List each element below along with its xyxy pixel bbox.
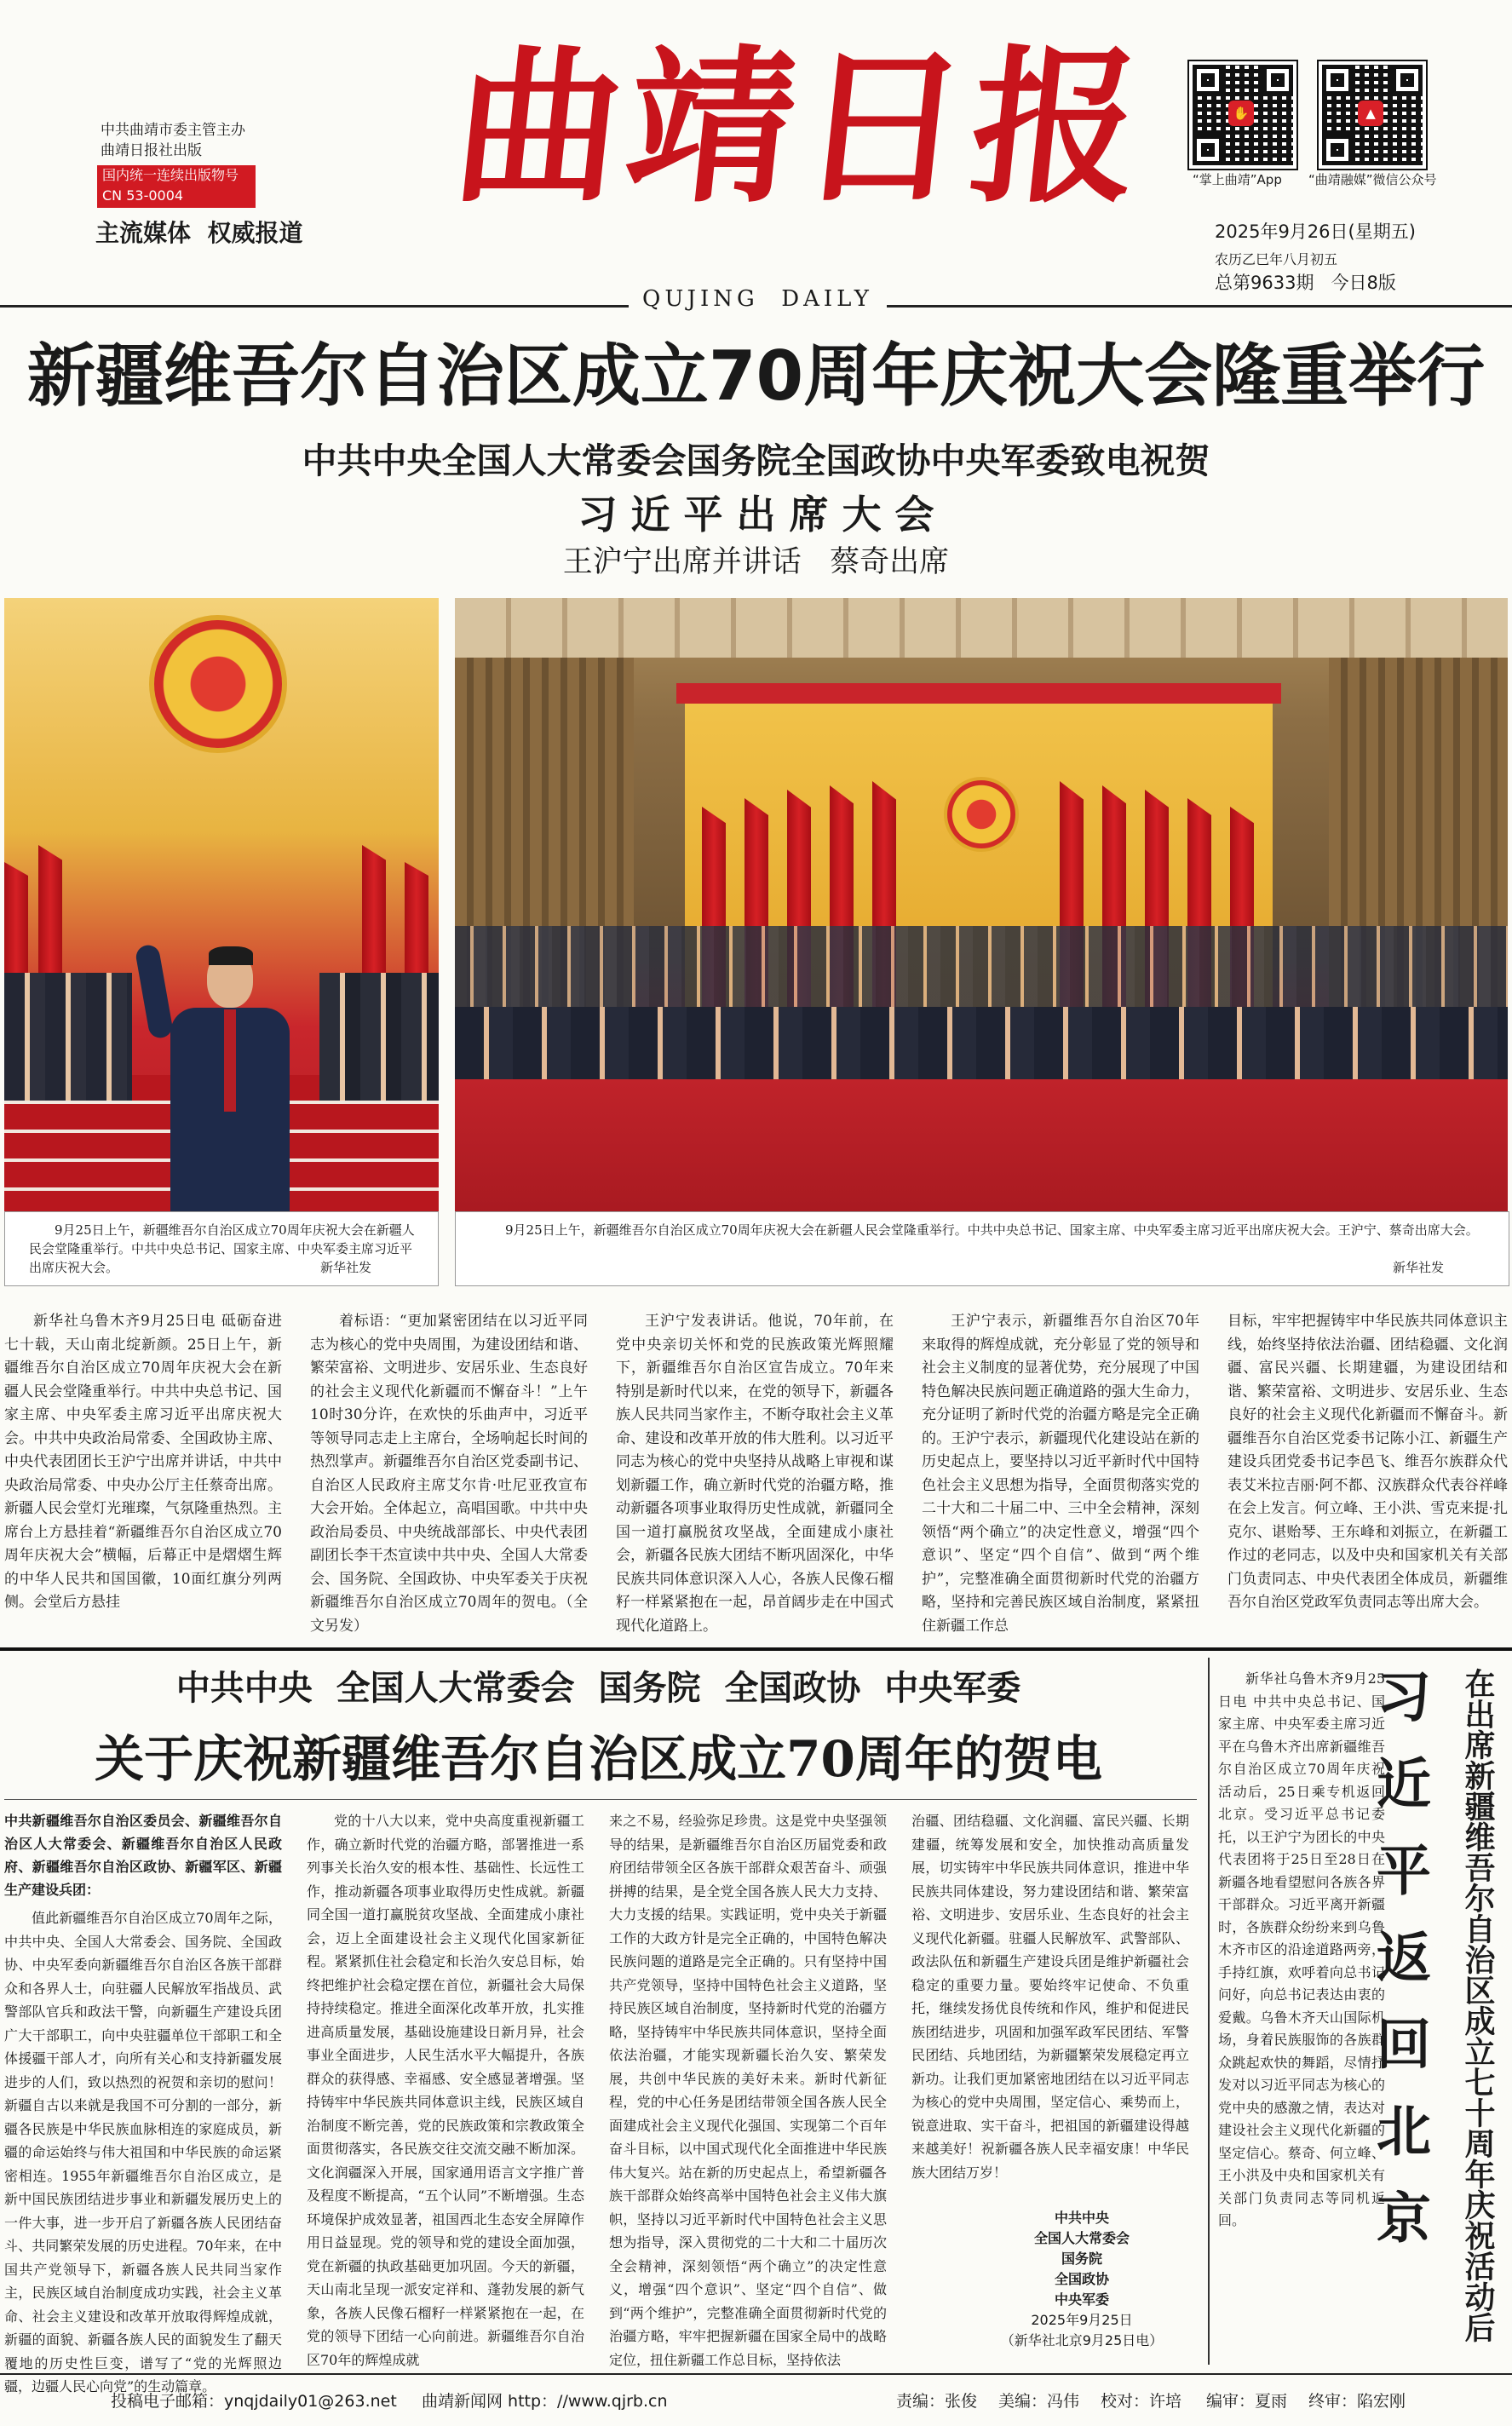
signature-npc: 全国人大常委会 [1033,2230,1130,2246]
masthead [0,0,1512,317]
footer-website[interactable]: 曲靖新闻网 http：//www.qjrb.cn [422,2392,668,2411]
lead-text-4: 王沪宁表示，新疆维吾尔自治区70年来取得的辉煌成就，充分彰显了党的领导和社会主义制度的显著优势，充分展现了中国特色解决民族问题正确道路的强大生命力，充分证明了新时代党的治疆方略是完全正确的。王沪宁表示，新疆现代化建设站在新的历史起点上，要坚持以习近平新时代中国特色社会主义思想为指导，全面贯彻落实党的二十大和二十届二中、三中全会精神，深刻领悟“两个确立”的决定性意义，增强“四个意识”、坚定“四个自信”、做到“两个维护”，完整准确全面贯彻新时代党的治疆方略，坚持和完善民族区域自治制度，紧紧扭住新疆工作总 [922,1313,1199,1635]
serial-line-1: 国内统一连续出版物号 [102,167,239,183]
footer-rule [0,2373,1512,2375]
signature-source: （新华社北京9月25日电） [1000,2332,1164,2348]
telegram-senders: 中共中央 全国人大常委会 国务院 全国政协 中央军委 [175,1669,1021,1708]
photo-crowd-left [4,973,132,1101]
wechat-logo-icon: ▲ [1358,101,1383,126]
slogan: 主流媒体 权威报道 [95,219,303,247]
telegram-column-1 [4,1906,282,2394]
telegram-headline: 关于庆祝新疆维吾尔自治区成立70周年的贺电 [95,1730,1102,1788]
photo-xi-waving [4,598,439,1211]
telegram-text-2: 党的十八大以来，党中央高度重视新疆工作，确立新时代党的治疆方略，部署推进一系列事关长治久安的根本性、基础性、长远性工作，推动新疆各项事业取得历史性成就。新疆同全国一道打赢脱贫攻坚战、全面建成小康社会，迈上全面建设社会主义现代化国家新征程。紧紧抓住社会稳定和长治久安总目标，始终把维护社会稳定摆在首位，新疆社会大局保持持续稳定。推进全面深化改革开放，扎实推进高质量发展，基础设施建设日新月异，社会事业全面进步，人民生活水平大幅提升，各族群众的获得感、幸福感、安全感显著增强。坚持铸牢中华民族共同体意识主线，民族区域自治制度不断完善，党的民族政策和宗教政策全面贯彻落实，各民族交往交流交融不断加深。文化润疆深入开展，国家通用语言文字推广普及程度不断提高，“五个认同”不断增强。生态环境保护成效显著，祖国西北生态安全屏障作用日益显现。党的领导和党的建设全面加强，党在新疆的执政基础更加巩固。今天的新疆，天山南北呈现一派安定祥和、蓬勃发展的新气象，各族人民像石榴籽一样紧紧抱在一起，在党的领导下团结一心向前进。新疆维吾尔自治区70年的辉煌成就 [307,1813,584,2368]
footer-reviewer: 编审：夏雨 [1206,2392,1288,2411]
signature-state-council: 国务院 [1061,2251,1102,2267]
hall-rear-rows [455,926,1508,1011]
side-story-subhead: 在出席新疆维吾尔自治区成立七十周年庆祝活动后 [1460,1668,1495,2343]
sponsor-line-1: 中共曲靖市委主管主办 [101,122,245,139]
qr-right-label: “曲靖融媒”微信公众号 [1308,172,1437,187]
photo-assembly-hall [455,598,1508,1211]
lead-column-1 [4,1310,282,1639]
lead-text-5: 目标，牢牢把握铸牢中华民族共同体意识主线，始终坚持依法治疆、团结稳疆、文化润疆、富民兴疆、长期建疆，为建设团结和谐、繁荣富裕、文明进步、安居乐业、生态良好的社会主义现代化新疆而不懈奋斗。新疆维吾尔自治区党委书记陈小江、新疆生产建设兵团党委书记李邑飞、维吾尔族群众代表艾米拉吉丽·阿不都、汉族群众代表谷祥峰在会上发言。何立峰、王小洪、雪克来提·扎克尔、谌贻琴、王东峰和刘振立，在新疆工作过的老同志，以及中央和国家机关有关部门负责同志、中央代表团全体成员，新疆维吾尔自治区党政军负责同志等出席大会。 [1227,1313,1508,1611]
telegram-rule [4,1799,1197,1800]
photo-xi-credit: 新华社发 [320,1260,372,1275]
side-story-text: 新华社乌鲁木齐9月25日电 中共中央总书记、国家主席、中央军委主席习近平在乌鲁木齐出席新疆维吾尔自治区成立70周年庆祝活动后，25日乘专机返回北京。受习近平总书记委托，以王沪宁为团长的中央代表团将于25日至28日在新疆各地看望慰问各族各界干部群众。习近平离开新疆时，各族群众纷纷来到乌鲁木齐市区的沿途道路两旁，手持红旗，欢呼着向总书记问好，向总书记表达由衷的爱戴。乌鲁木齐天山国际机场，身着民族服饰的各族群众跳起欢快的舞蹈，尽情抒发对以习近平同志为核心的党中央的感激之情，表达对建设社会主义现代化新疆的坚定信心。蔡奇、何立峰、王小洪及中央和国家机关有关部门负责同志等同机返回。 [1218,1670,1385,2228]
photo-xi-caption: 9月25日上午，新疆维吾尔自治区成立70周年庆祝大会在新疆人民会堂隆重举行。中共中央总书记、国家主席、中央军委主席习近平出席庆祝大会。 [29,1222,415,1275]
national-emblem-icon [149,615,287,753]
telegram-text-4: 治疆、团结稳疆、文化润疆、富民兴疆、长期建疆，统筹发展和安全，加快推动高质量发展，切实铸牢中华民族共同体意识，推进中华民族共同体建设，努力建设团结和谐、繁荣富裕、文明进步、安居乐业、生态良好的社会主义现代化新疆。驻疆人民解放军、武警部队、政法队伍和新疆生产建设兵团是维护新疆社会稳定的重要力量。要始终牢记使命、不负重托，继续发扬优良传统和作风，维护和促进民族团结进步，巩固和加强军政军民团结、军警民团结、兵地团结，为新疆繁荣发展稳定再立新功。让我们更加紧密地团结在以习近平同志为核心的党中央周围，坚定信心、乘势而上，锐意进取、实干奋斗，把祖国的新疆建设得越来越美好！祝新疆各族人民幸福安康！中华民族大团结万岁！ [911,1813,1189,2181]
footer-art-editor: 美编：冯伟 [998,2392,1080,2411]
newspaper-title: 曲靖日报 [445,30,1155,226]
photo-hall-caption: 9月25日上午，新疆维吾尔自治区成立70周年庆祝大会在新疆人民会堂隆重举行。中共中央总书记、国家主席、中央军委主席习近平出席庆祝大会。王沪宁、蔡奇出席大会。 [505,1222,1479,1238]
lead-subhead-3: 王沪宁出席并讲话 蔡奇出席 [562,545,950,579]
photo-crowd-right [319,973,439,1101]
signature-date: 2025年9月25日 [1031,2312,1133,2328]
telegram-column-3 [609,1809,887,2368]
hall-banner [676,683,1281,704]
sponsor-line-2: 曲靖日报社出版 [101,142,202,159]
lunar-date: 农历乙巳年八月初五 [1215,251,1338,267]
footer-email[interactable]: 投稿电子邮箱：ynqjdaily01@263.net [111,2392,397,2411]
lead-text-3: 王沪宁发表讲话。他说，70年前，在党中央亲切关怀和党的民族政策光辉照耀下，新疆维吾尔自治区宣告成立。70年来特别是新时代以来，在党的领导下，新疆各族人民共同当家作主，不断夺取社会主义革命、建设和改革开放的伟大胜利。以习近平同志为核心的党中央坚持从战略上审视和谋划新疆工作，确立新时代党的治疆方略，推动新疆各项事业取得历史性成就，新疆同全国一道打赢脱贫攻坚战，全面建成小康社会，新疆各民族大团结不断巩固深化，中华民族共同体意识深入人心，各族人民像石榴籽一样紧紧抱在一起，昂首阔步走在中国式现代化道路上。 [616,1313,894,1635]
lead-column-4 [922,1310,1199,1639]
side-story-headline: 习近平返回北京 [1367,1668,1430,2276]
qr-left-label: “掌上曲靖”App [1193,172,1282,187]
footer-editor: 责编：张俊 [896,2392,978,2411]
signature-cppcc: 全国政协 [1054,2271,1109,2287]
section-divider [0,1647,1512,1651]
photo-xi-caption-box [4,1211,439,1286]
telegram-addressee: 中共新疆维吾尔自治区委员会、新疆维吾尔自治区人大常委会、新疆维吾尔自治区人民政府、新疆维吾尔自治区政协、新疆军区、新疆生产建设兵团： [4,1813,282,1898]
issue-number: 总第9633期 今日8版 [1215,273,1396,293]
lead-column-3 [616,1310,894,1639]
side-divider [1208,1658,1210,2365]
lead-headline: 新疆维吾尔自治区成立70周年庆祝大会隆重举行 [26,336,1486,416]
hall-ceiling [455,598,1508,658]
signature-ccp: 中共中央 [1054,2210,1109,2226]
telegram-text-1: 值此新疆维吾尔自治区成立70周年之际，中共中央、全国人大常委会、国务院、全国政协、中央军委向新疆维吾尔自治区各族干部群众和各界人士，向驻疆人民解放军指战员、武警部队官兵和政法干警，向新疆生产建设兵团广大干部职工，向中央驻疆单位干部职工和全体援疆干部人才，向所有关心和支持新疆发展进步的人们，致以热烈的祝贺和亲切的慰问！新疆自古以来就是我国不可分割的一部分，新疆各民族是中华民族血脉相连的家庭成员，新疆的命运始终与伟大祖国和中华民族的命运紧密相连。1955年新疆维吾尔自治区成立，是新中国民族团结进步事业和新疆发展历史上的一件大事，进一步开启了新疆各族人民团结奋斗、共同繁荣发展的历史进程。70年来，在中国共产党领导下，新疆各族人民共同当家作主，民族区域自治制度成功实践，社会主义革命、社会主义建设和改革开放取得辉煌成就，新疆的面貌、新疆各族人民的面貌发生了翻天覆地的历史性巨变，谱写了“党的光辉照边疆，边疆人民心向党”的生动篇章。 [4,1910,282,2394]
footer-final-reviewer: 终审：陷宏刚 [1308,2392,1406,2411]
lead-subhead-1: 中共中央全国人大常委会国务院全国政协中央军委致电祝贺 [302,440,1210,481]
photo-hall-caption-box [455,1211,1509,1286]
hall-front-row [455,1007,1508,1079]
telegram-signatures [988,2208,1176,2351]
app-logo-icon: ✋ [1228,101,1254,126]
photo-hall-credit: 新华社发 [1393,1260,1445,1275]
telegram-column-2 [307,1809,584,2368]
serial-box [97,165,256,208]
telegram-text-3: 来之不易，经验弥足珍贵。这是党中央坚强领导的结果，是新疆维吾尔自治区历届党委和政府团结带领全区各族干部群众艰苦奋斗、顽强拼搏的结果，是全党全国各族人民大力支持、大力支援的结果。实践证明，党中央关于新疆工作的大政方针是完全正确的，中国特色解决民族问题的道路是完全正确的。只有坚持中国共产党领导，坚持中国特色社会主义道路，坚持民族区域自治制度，坚持新时代党的治疆方略，坚持铸牢中华民族共同体意识，坚持全面依法治疆，才能实现新疆长治久安、繁荣发展，共创中华民族的美好未来。新时代新征程，党的中心任务是团结带领全国各族人民全面建成社会主义现代化强国、实现第二个百年奋斗目标，以中国式现代化全面推进中华民族伟大复兴。站在新的历史起点上，希望新疆各族干部群众始终高举中国特色社会主义伟大旗帜，坚持以习近平新时代中国特色社会主义思想为指导，深入贯彻党的二十大和二十届历次全会精神，深刻领悟“两个确立”的决定性意义，增强“四个意识”、坚定“四个自信”、做到“两个维护”，完整准确全面贯彻新时代党的治疆方略，牢牢把握新疆在国家全局中的战略定位，扭住新疆工作总目标，坚持依法 [609,1813,887,2368]
photo-figure [166,951,294,1211]
newspaper-subtitle: QUJING DAILY [629,286,887,312]
issue-date: 2025年9月26日(星期五) [1215,221,1416,242]
lead-text-2: 着标语：“更加紧密团结在以习近平同志为核心的党中央周围，为建设团结和谐、繁荣富裕、文明进步、安居乐业、生态良好的社会主义现代化新疆而不懈奋斗！”上午10时30分许，在欢快的乐曲声中，习近平等领导同志走上主席台，全场响起长时间的热烈掌声。新疆维吾尔自治区党委副书记、自治区人民政府主席艾尔肯·吐尼亚孜宣布大会开始。全体起立，高唱国歌。中共中央政治局委员、中央统战部部长、中央代表团副团长李干杰宣读中共中央、全国人大常委会、国务院、全国政协、中央军委关于庆祝新疆维吾尔自治区成立70周年的贺电。（全文另发） [310,1313,588,1635]
telegram-column-4 [911,1809,1189,2201]
lead-column-5 [1227,1310,1508,1639]
lead-subhead-2: 习 近 平 出 席 大 会 [578,492,934,538]
signature-cmc: 中央军委 [1054,2291,1109,2308]
lead-text-1: 新华社乌鲁木齐9月25日电 砥砺奋进七十载，天山南北绽新颜。25日上午，新疆维吾尔自治区成立70周年庆祝大会在新疆人民会堂隆重举行。中共中央总书记、国家主席、中央军委主席习近平出席庆祝大会。中共中央政治局常委、全国政协主席、中央代表团团长王沪宁出席并讲话，中共中央政治局常委、中央办公厅主任蔡奇出席。新疆人民会堂灯光璀璨，气氛隆重热烈。主席台上方悬挂着“新疆维吾尔自治区成立70周年庆祝大会”横幅，后幕正中是熠熠生辉的中华人民共和国国徽，10面红旗分列两侧。会堂后方悬挂 [4,1313,282,1611]
footer-proofreader: 校对：许培 [1101,2392,1182,2411]
lead-column-2 [310,1310,588,1639]
serial-line-2: CN 53-0004 [102,187,184,204]
hall-stage-front [455,1079,1508,1211]
